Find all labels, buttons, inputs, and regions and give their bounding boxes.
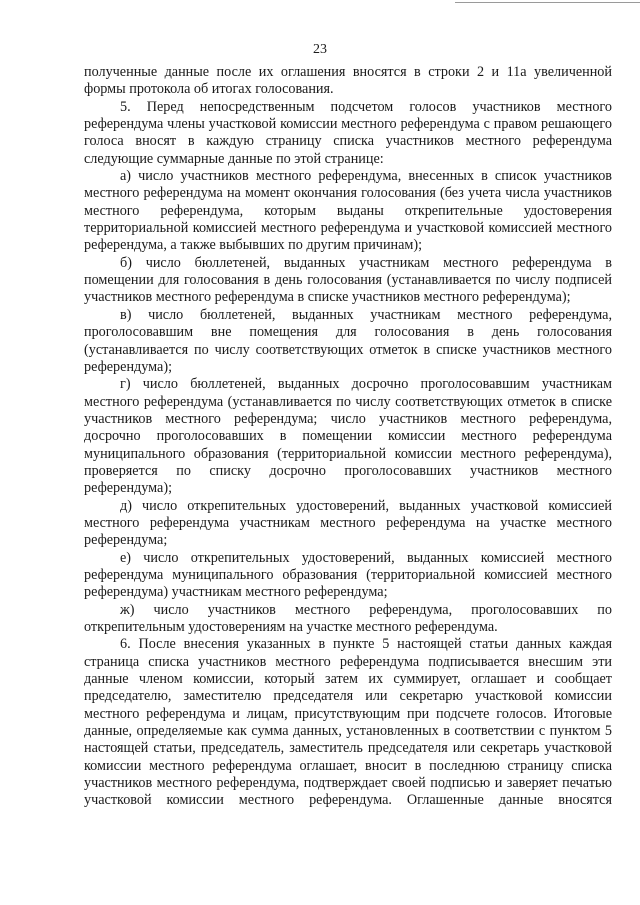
page-number: 23 bbox=[313, 42, 327, 57]
top-edge-rule bbox=[455, 2, 640, 3]
paragraph-continuation: полученные данные после их оглашения вносятся в строки 2 и 11а увеличенной формы протокола об итогах голосования. bbox=[84, 64, 612, 98]
paragraph-item-6: 6. После внесения указанных в пункте 5 настоящей статьи данных каждая страница списка участников местного референдума подписывается внесшим эти данные членом комиссии, который затем их суммирует, оглашает и сообщает председателю, заместителю председателя или секретарю участковой комиссии местного референдума и лицам, присутствующим при подсчете голосов. Итоговые данные, определяемые как сумма данных, установленных в соответствии с пунктом 5 настоящей статьи, председатель, заместитель председателя или секретарь участковой комиссии местного референдума оглашает, вносит в последнюю страницу списка участников местного референдума, подтверждает своей подписью и заверяет печатью участковой комиссии местного референдума. Оглашенные данные вносятся bbox=[84, 636, 612, 809]
paragraph-subitem-d: д) число открепительных удостоверений, выданных участковой комиссией местного референдума участникам местного референдума на участке местного референдума; bbox=[84, 497, 612, 549]
paragraph-subitem-b: б) число бюллетеней, выданных участникам местного референдума в помещении для голосования в день голосования (устанавливается по числу подписей участников местного референдума в списке участников местного референдума); bbox=[84, 254, 612, 306]
document-body bbox=[84, 64, 612, 810]
paragraph-subitem-zh: ж) число участников местного референдума, проголосовавших по открепительным удостоверениям на участке местного референдума. bbox=[84, 601, 612, 635]
paragraph-item-5: 5. Перед непосредственным подсчетом голосов участников местного референдума члены участковой комиссии местного референдума с правом решающего голоса вносят в каждую страницу списка участников местного референдума следующие суммарные данные по этой странице: bbox=[84, 98, 612, 167]
paragraph-subitem-g: г) число бюллетеней, выданных досрочно проголосовавшим участникам местного референдума (устанавливается по числу соответствующих отметок в списке участников местного референдума; число участников местного референдума, досрочно проголосовавших в помещении комиссии местного референдума муниципального образования (территориальной комиссии местного референдума), проверяется по списку досрочно проголосовавших участников местного референдума); bbox=[84, 376, 612, 497]
paragraph-subitem-e: е) число открепительных удостоверений, выданных комиссией местного референдума муниципального образования (территориальной комиссией местного референдума) участникам местного референдума; bbox=[84, 549, 612, 601]
paragraph-subitem-a: а) число участников местного референдума, внесенных в список участников местного референдума на момент окончания голосования (без учета числа участников местного референдума, которым выданы открепительные удостоверения территориальной комиссией местного референдума и участковой комиссией местного референдума, а также выбывших по другим причинам); bbox=[84, 168, 612, 254]
paragraph-subitem-v: в) число бюллетеней, выданных участникам местного референдума, проголосовавшим вне помещения для голосования в день голосования (устанавливается по числу соответствующих отметок в списке участников местного референдума); bbox=[84, 306, 612, 375]
